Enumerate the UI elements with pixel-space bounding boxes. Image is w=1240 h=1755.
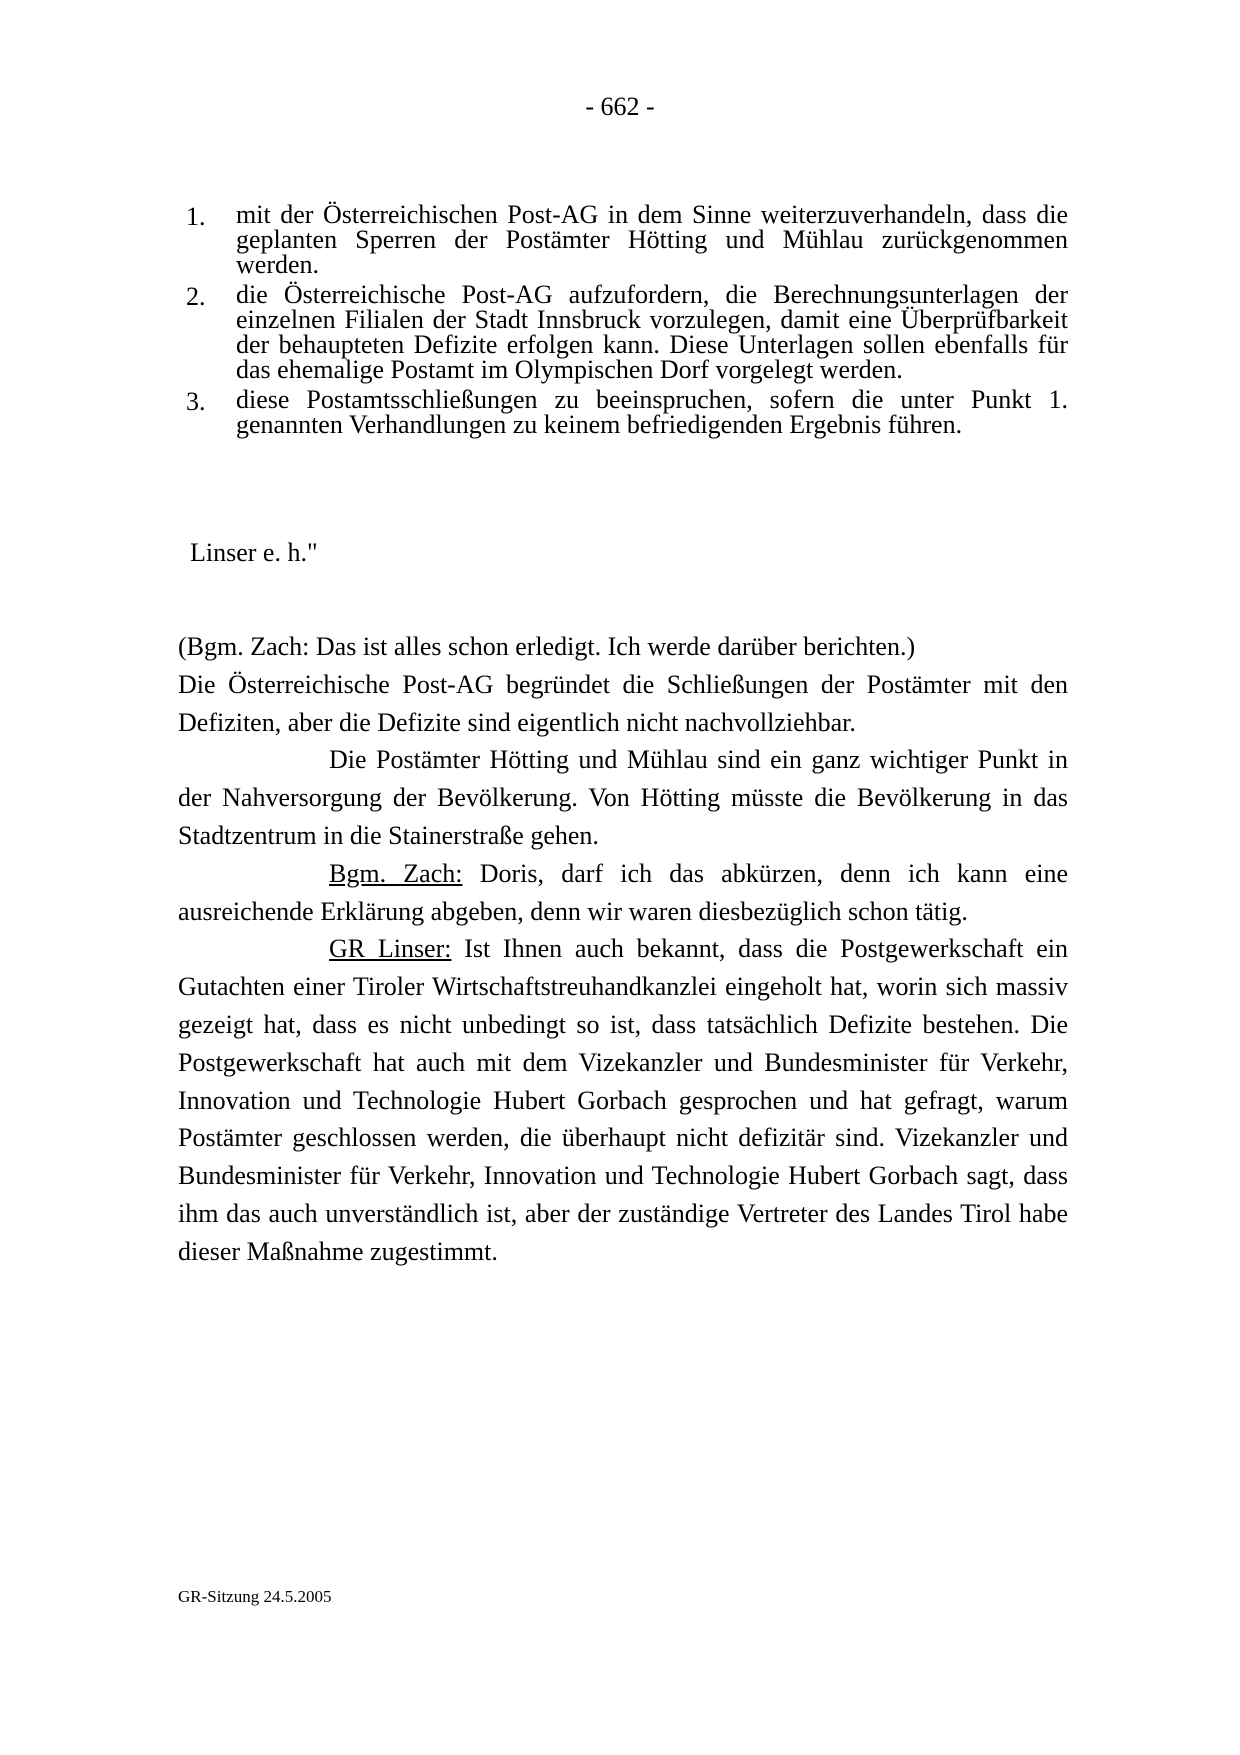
list-item (186, 202, 1068, 277)
list-item-text: diese Postamtsschließungen zu beeinspruchen, sofern die unter Punkt 1. genannten Verhandlungen zu keinem befriedigenden Ergebnis führen. (236, 385, 1068, 439)
list-item (186, 282, 1068, 382)
list-item-number: 2. (186, 282, 206, 311)
list-item (186, 387, 1068, 437)
list-item-text: die Österreichische Post-AG aufzufordern, die Berechnungsunterlagen der einzelnen Filialen der Stadt Innsbruck vorzulegen, damit eine Überprüfbarkeit der behaupteten Defizite erfolgen kann. Diese Unterlagen sollen ebenfalls für das ehemalige Postamt im Olympischen Dorf vorgelegt werden. (236, 280, 1068, 384)
paragraph: Die Österreichische Post-AG begründet die Schließungen der Postämter mit den Defiziten, aber die Defizite sind eigentlich nicht nachvollziehbar. (178, 669, 1068, 737)
paragraph: Die Postämter Hötting und Mühlau sind ein ganz wichtiger Punkt in der Nahversorgung der Bevölkerung. Von Hötting müsste die Bevölkerung in das Stadtzentrum in die Stainerstraße gehen. (178, 745, 1068, 850)
numbered-list (186, 202, 1068, 442)
list-item-text: mit der Österreichischen Post-AG in dem Sinne weiterzuverhandeln, dass die geplanten Sperren der Postämter Hötting und Mühlau zurückgenommen werden. (236, 200, 1068, 279)
footer: GR-Sitzung 24.5.2005 (178, 1587, 332, 1606)
list-item-number: 3. (186, 387, 206, 416)
paragraph (178, 930, 1068, 1270)
body-text (178, 628, 1068, 1271)
paragraph (178, 855, 1068, 931)
page-number: - 662 - (585, 92, 655, 121)
list-item-number: 1. (186, 202, 206, 231)
signature-line: Linser e. h." (190, 538, 318, 567)
interjection: (Bgm. Zach: Das ist alles schon erledigt. Ich werde darüber berichten.) (178, 632, 916, 661)
speech-text: Ist Ihnen auch bekannt, dass die Postgewerkschaft ein Gutachten einer Tiroler Wirtschaftstreuhandkanzlei eingeholt hat, worin sich massiv gezeigt hat, dass es nicht unbedingt so ist, dass tatsächlich Defizite bestehen. Die Postgewerkschaft hat auch mit dem Vizekanzler und Bundesminister für Verkehr, Innovation und Technologie Hubert Gorbach gesprochen und hat gefragt, warum Postämter geschlossen werden, die überhaupt nicht defizitär sind. Vizekanzler und Bundesminister für Verkehr, Innovation und Technologie Hubert Gorbach sagt, dass ihm das auch unverständlich ist, aber der zuständige Vertreter des Landes Tirol habe dieser Maßnahme zugestimmt. (178, 934, 1068, 1266)
speaker-label: GR Linser: (329, 934, 452, 964)
speech-text: Doris, darf ich das abkürzen, denn ich kann eine ausreichende Erklärung abgeben, denn wir waren diesbezüglich schon tätig. (178, 858, 1068, 926)
speaker-label: Bgm. Zach: (329, 858, 463, 888)
